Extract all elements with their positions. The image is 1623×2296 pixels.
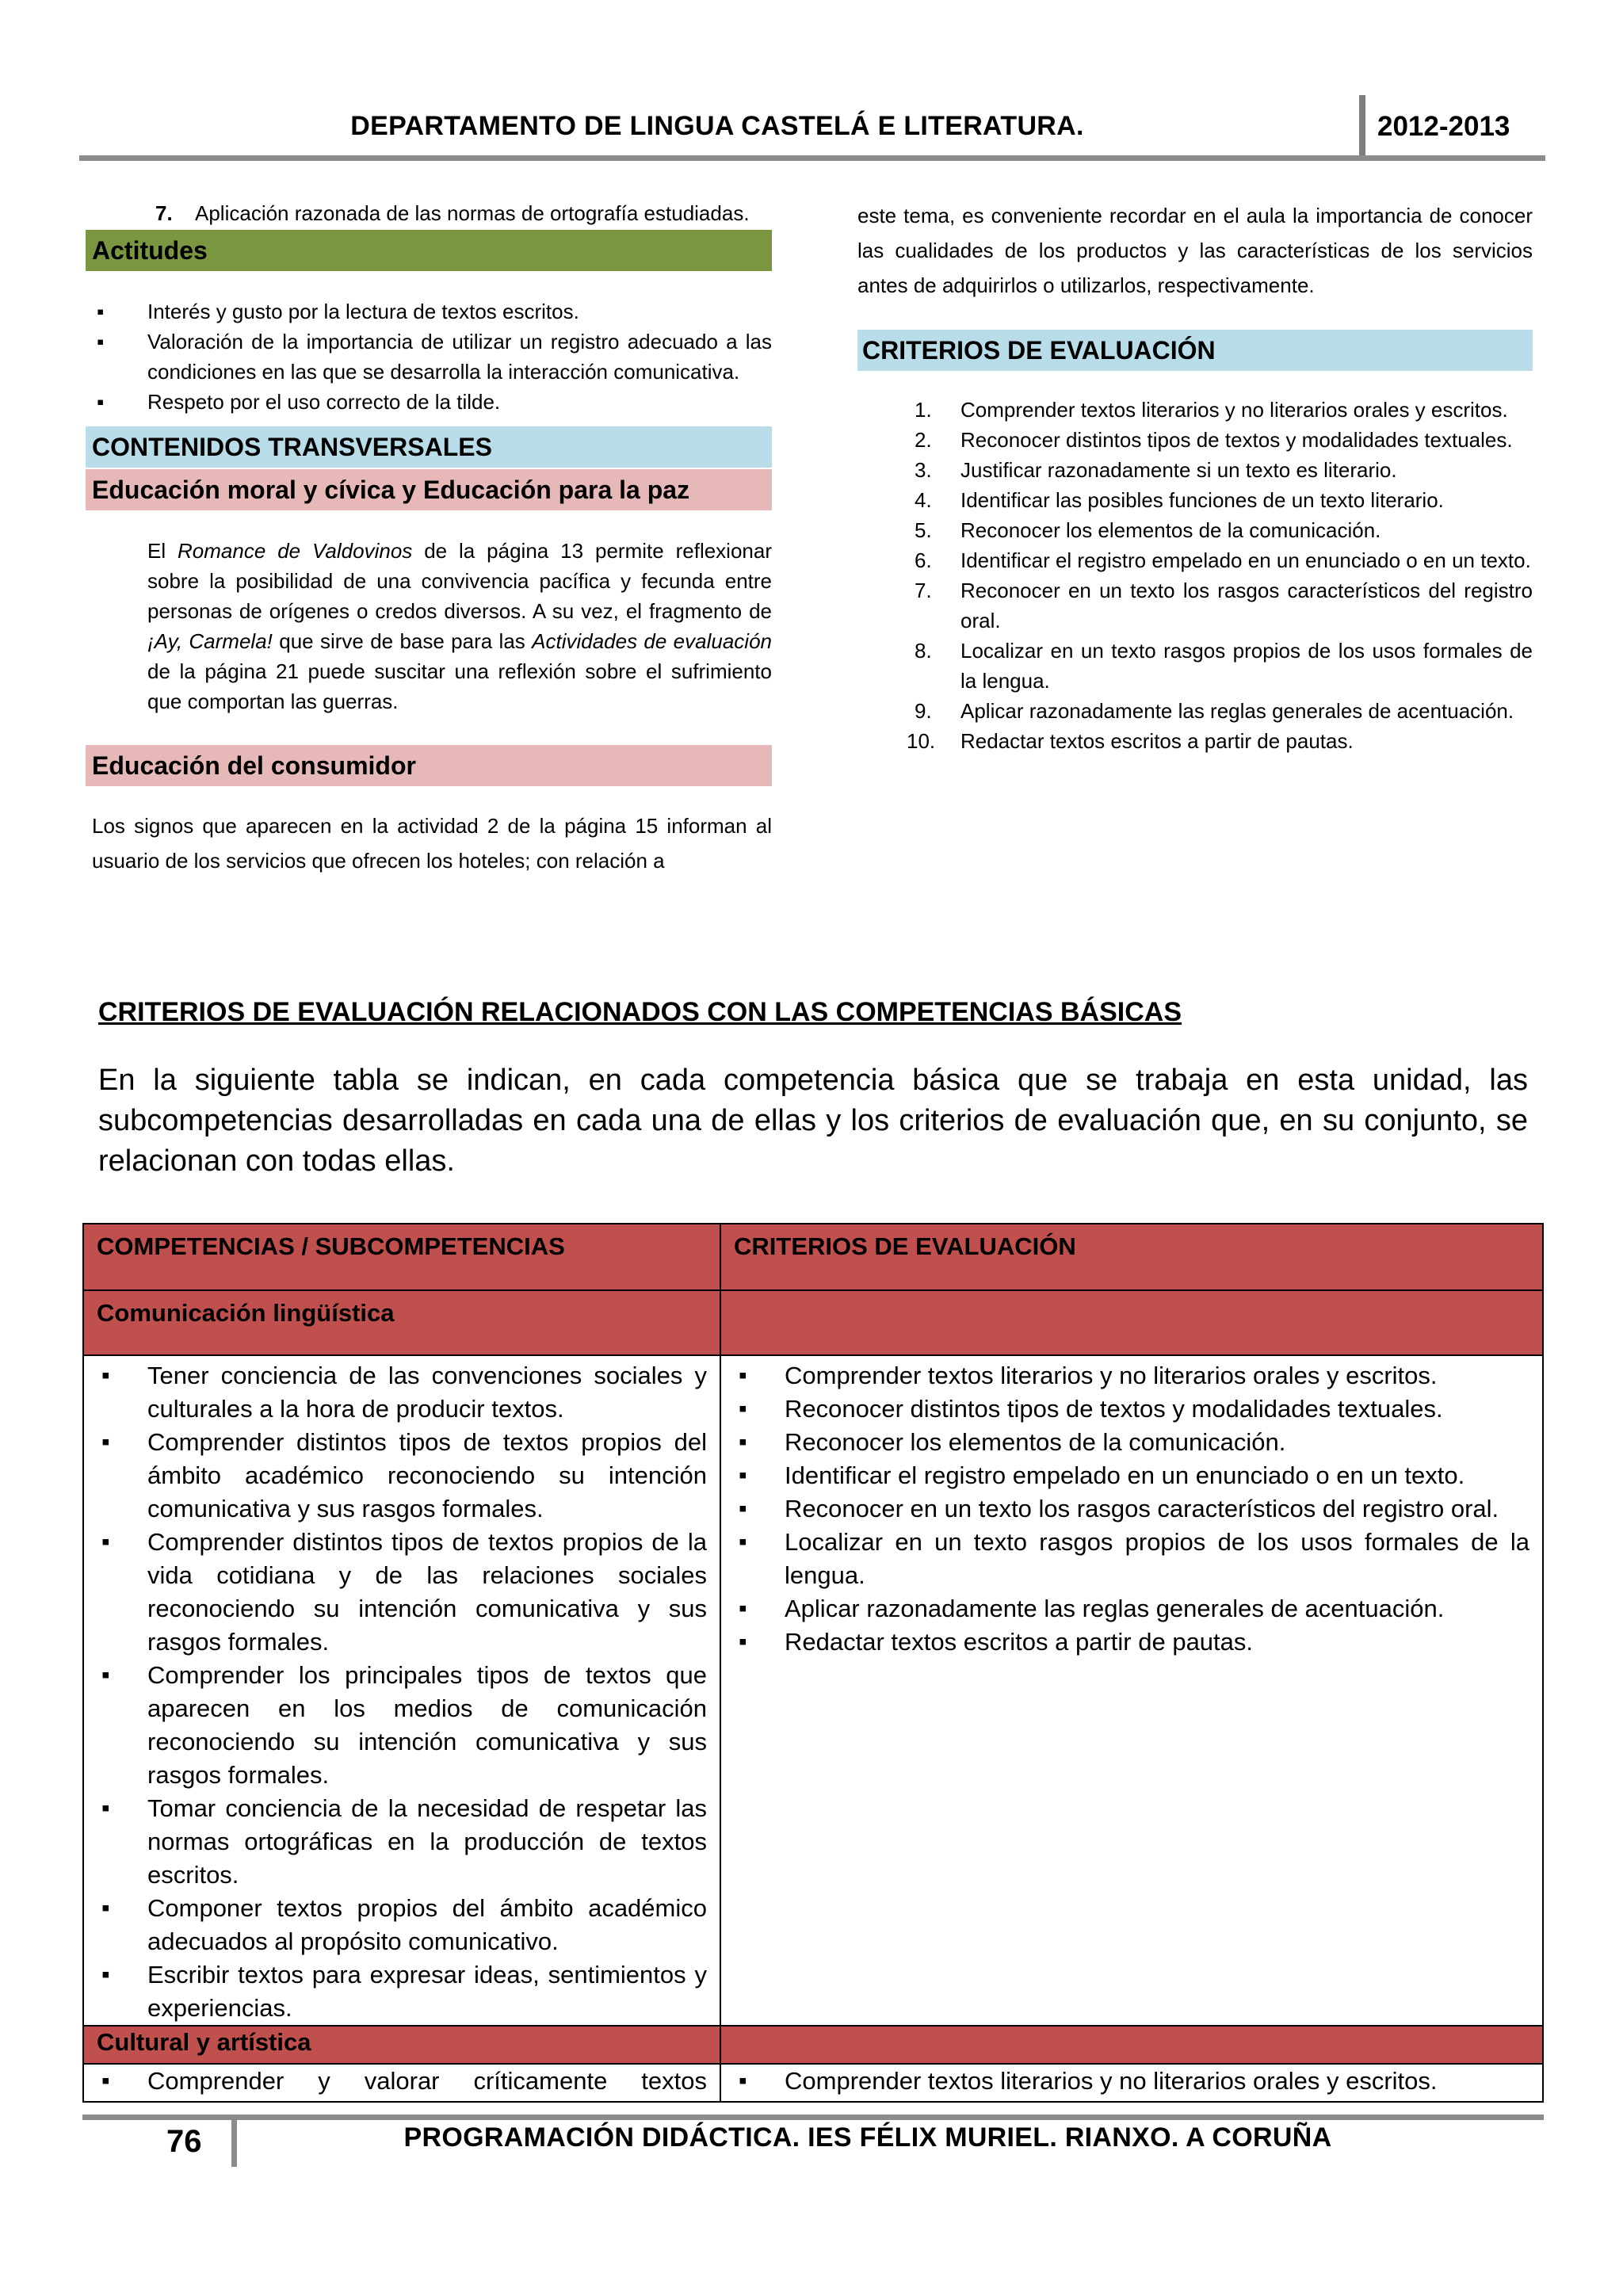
table-row — [83, 2064, 1543, 2102]
list-item: ▪ Comprender los principales tipos de textos que aparecen en los medios de comunicación reconociendo su intención comunicativa y sus rasgos formales. — [97, 1659, 707, 1792]
header-divider — [1359, 95, 1365, 160]
left-column — [92, 198, 772, 878]
list-item: 7. Reconocer en un texto los rasgos característicos del registro oral. — [915, 579, 1533, 632]
competencia-title: Cultural y artística — [83, 2026, 720, 2064]
list-item: 2. Reconocer distintos tipos de textos y modalidades textuales. — [915, 428, 1513, 452]
list-item: ▪ Reconocer distintos tipos de textos y modalidades textuales. — [734, 1392, 1529, 1426]
column-header: CRITERIOS DE EVALUACIÓN — [720, 1224, 1543, 1290]
moral-paragraph: El Romance de Valdovinos de la página 13 permite reflexionar sobre la posibilidad de una convivencia pacífica y fecunda entre personas de orígenes o credos diversos. A su vez, el fragmento de ¡Ay, Carmela! que sirve de base para las Actividades de evaluación de la página 21 puede suscitar una reflexión sobre el sufrimiento que comportan las guerras. — [147, 539, 772, 713]
list-item: 6. Identificar el registro empelado en un enunciado o en un texto. — [915, 548, 1531, 572]
list-item: 9. Aplicar razonadamente las reglas generales de acentuación. — [915, 699, 1514, 723]
footer-text: PROGRAMACIÓN DIDÁCTICA. IES FÉLIX MURIEL. RIANXO. A CORUÑA — [403, 2122, 1332, 2153]
list-item: ▪ Valoración de la importancia de utilizar un registro adecuado a las condiciones en las que se desarrolla la interacción comunicativa. — [92, 327, 772, 387]
list-item: 5. Reconocer los elementos de la comunicación. — [915, 518, 1381, 542]
criterios-cell-list — [734, 1359, 1529, 1659]
footer-divider — [231, 2115, 237, 2167]
criterios-heading: CRITERIOS DE EVALUACIÓN — [857, 330, 1533, 371]
list-item: ▪ Identificar el registro empelado en un enunciado o en un texto. — [734, 1459, 1529, 1492]
list-item: 1. Comprender textos literarios y no literarios orales y escritos. — [915, 398, 1508, 422]
competencia-row — [83, 2026, 1543, 2064]
list-item: ▪ Escribir textos para expresar ideas, sentimientos y experiencias. — [97, 1958, 707, 2025]
list-item: ▪ Tener conciencia de las convenciones sociales y culturales a la hora de producir textos. — [97, 1359, 707, 1426]
list-item: 3. Justificar razonadamente si un texto es literario. — [915, 458, 1397, 482]
list-item: 8. Localizar en un texto rasgos propios de los usos formales de la lengua. — [915, 639, 1533, 693]
item-number: 7. — [155, 201, 173, 225]
table-row — [83, 1355, 1543, 2026]
actitudes-heading: Actitudes — [86, 230, 772, 271]
moral-heading: Educación moral y cívica y Educación para la paz — [86, 469, 772, 510]
column-header: COMPETENCIAS / SUBCOMPETENCIAS — [83, 1224, 720, 1290]
consumidor-continuation: este tema, es conveniente recordar en el aula la importancia de conocer las cualidades de los productos y las características de los servicios antes de adquirirlos o utilizarlos, respectivamente. — [857, 204, 1533, 297]
list-item: 10. Redactar textos escritos a partir de pautas. — [907, 729, 1354, 753]
consumidor-paragraph: Los signos que aparecen en la actividad 2 de la página 15 informan al usuario de los servicios que ofrecen los hoteles; con relación a — [92, 814, 772, 873]
list-item: ▪ Respeto por el uso correcto de la tilde. — [92, 387, 772, 417]
criterios-list — [857, 395, 1533, 756]
competencias-table — [82, 1223, 1544, 2103]
header-rule — [79, 155, 1545, 161]
list-item: ▪ Localizar en un texto rasgos propios de los usos formales de la lengua. — [734, 1526, 1529, 1592]
list-item: ▪ Interés y gusto por la lectura de textos escritos. — [92, 296, 772, 327]
footer-rule — [82, 2115, 1544, 2120]
header-title: DEPARTAMENTO DE LINGUA CASTELÁ E LITERATURA. — [350, 111, 1084, 141]
actitudes-list — [92, 296, 772, 417]
list-item: ▪ Componer textos propios del ámbito académico adecuados al propósito comunicativo. — [97, 1892, 707, 1958]
page-number: 76 — [166, 2124, 202, 2159]
list-item: ▪ Comprender textos literarios y no literarios orales y escritos. — [734, 1359, 1529, 1392]
competencia-title: Comunicación lingüística — [83, 1290, 720, 1355]
transversales-heading: CONTENIDOS TRANSVERSALES — [86, 426, 772, 468]
consumidor-heading: Educación del consumidor — [86, 745, 772, 786]
list-item: ▪ Comprender textos literarios y no literarios orales y escritos. — [734, 2065, 1529, 2098]
list-item: 4. Identificar las posibles funciones de un texto literario. — [915, 488, 1444, 512]
list-item: ▪ Tomar conciencia de la necesidad de respetar las normas ortográficas en la producción de textos escritos. — [97, 1792, 707, 1892]
item-text: Aplicación razonada de las normas de ortografía estudiadas. — [195, 201, 750, 225]
list-item: ▪ Comprender y valorar críticamente textos — [97, 2065, 707, 2098]
list-item: ▪ Comprender distintos tipos de textos propios del ámbito académico reconociendo su intención comunicativa y sus rasgos formales. — [97, 1426, 707, 1526]
table-header-row — [83, 1224, 1543, 1290]
list-item: ▪ Reconocer los elementos de la comunicación. — [734, 1426, 1529, 1459]
subcompetencias-list — [97, 1359, 707, 2025]
list-item: ▪ Redactar textos escritos a partir de pautas. — [734, 1626, 1529, 1659]
list-item: ▪ Comprender distintos tipos de textos propios de la vida cotidiana y de las relaciones sociales reconociendo su intención comunicativa y sus rasgos formales. — [97, 1526, 707, 1659]
header-year: 2012-2013 — [1377, 111, 1510, 142]
contenido-item-7 — [92, 198, 772, 228]
list-item: ▪ Aplicar razonadamente las reglas generales de acentuación. — [734, 1592, 1529, 1626]
right-column — [857, 198, 1533, 756]
section-intro: En la siguiente tabla se indican, en cada competencia básica que se trabaja en esta unidad, las subcompetencias desarrolladas en cada una de ellas y los criterios de evaluación que, en su conjunto, se relacionan con todas ellas. — [98, 1064, 1528, 1178]
section-title: CRITERIOS DE EVALUACIÓN RELACIONADOS CON LAS COMPETENCIAS BÁSICAS — [98, 997, 1182, 1027]
competencia-row — [83, 1290, 1543, 1355]
list-item: ▪ Reconocer en un texto los rasgos característicos del registro oral. — [734, 1492, 1529, 1526]
